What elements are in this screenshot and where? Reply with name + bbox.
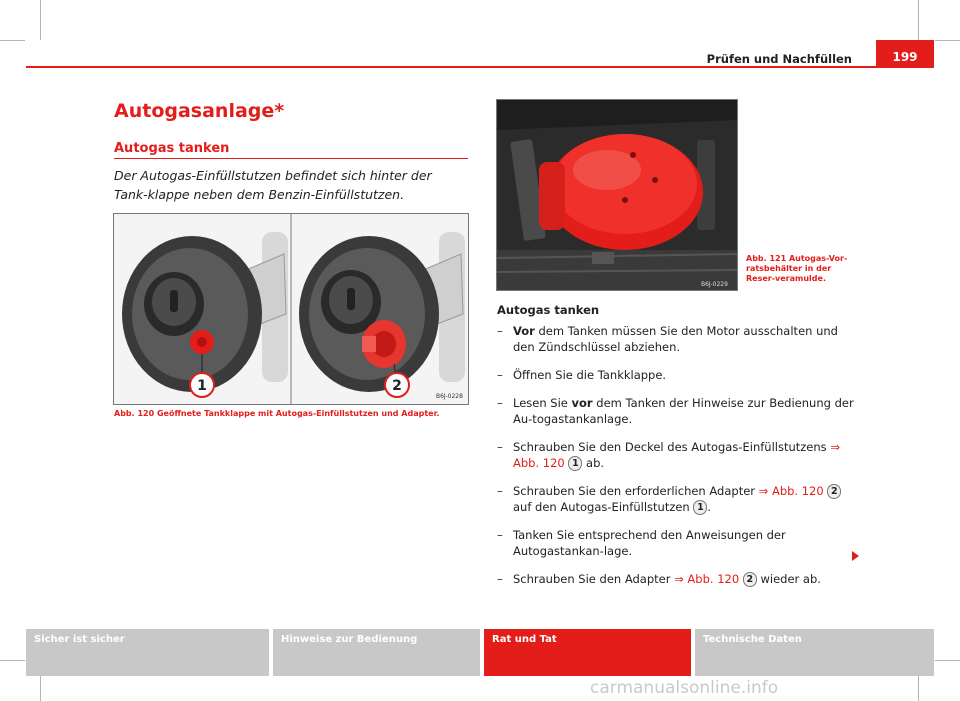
list-item: – Schrauben Sie den Deckel des Autogas-Einfüllstutzens ⇒ Abb. 120 1 ab. xyxy=(497,440,840,470)
footer-tab-safety[interactable]: Sicher ist sicher xyxy=(26,629,269,676)
footer-tab-tips[interactable]: Rat und Tat xyxy=(484,629,691,676)
procedure-title: Autogas tanken xyxy=(497,303,600,317)
figure-callout: 1 xyxy=(197,378,207,394)
procedure-steps xyxy=(497,323,857,599)
header-rule xyxy=(26,66,934,68)
crop-mark xyxy=(0,660,25,661)
figure-caption: Abb. 120 Geöffnete Tankklappe mit Autogas-Einfüllstutzen und Adapter. xyxy=(114,409,440,418)
figure-120-image xyxy=(113,213,469,405)
running-header: Prüfen und Nachfüllen xyxy=(706,52,852,66)
figure-121-image xyxy=(496,99,738,291)
list-item: – Öffnen Sie die Tankklappe. xyxy=(497,368,667,382)
crop-mark xyxy=(918,0,919,40)
callout-badge: 1 xyxy=(693,500,707,515)
footer-tab-operation[interactable]: Hinweise zur Bedienung xyxy=(273,629,480,676)
continue-arrow-icon xyxy=(852,551,859,561)
figure-reference-link[interactable]: ⇒ Abb. 120 xyxy=(674,572,740,586)
watermark: carmanualsonline.info xyxy=(590,678,779,698)
list-item: – Schrauben Sie den Adapter ⇒ Abb. 120 2 wieder ab. xyxy=(497,572,821,586)
subtitle-rule xyxy=(114,158,468,159)
figure-reference-link[interactable]: ⇒ Abb. 120 xyxy=(758,484,824,498)
intro-text: Der Autogas-Einfüllstutzen befindet sich hinter der Tank-klappe neben dem Benzin-Einfüllstutzen. xyxy=(114,168,432,202)
list-item: – Lesen Sie vor dem Tanken der Hinweise zur Bedienung der Au-togastankanlage. xyxy=(497,396,854,426)
figure-callout: 2 xyxy=(392,378,402,394)
page-number: 199 xyxy=(876,40,934,68)
callout-badge: 1 xyxy=(568,456,582,471)
figure-reference-link[interactable]: ⇒ Abb. 120 xyxy=(513,440,840,470)
crop-mark xyxy=(935,660,960,661)
list-item: – Schrauben Sie den erforderlichen Adapter ⇒ Abb. 120 2 auf den Autogas-Einfüllstutzen 1 . xyxy=(497,483,857,515)
callout-badge: 2 xyxy=(743,572,757,587)
footer-tab-technical[interactable]: Technische Daten xyxy=(695,629,934,676)
crop-mark xyxy=(918,676,919,701)
callout-badge: 2 xyxy=(827,484,841,499)
crop-mark xyxy=(40,676,41,701)
figure-code: B6J-0229 xyxy=(701,281,728,288)
crop-mark xyxy=(40,0,41,40)
figure-caption: Abb. 121 Autogas-Vor-ratsbehälter in der Reser-veramulde. xyxy=(746,254,848,283)
page-title: Autogasanlage* xyxy=(114,100,285,122)
list-item: – Vor dem Tanken müssen Sie den Motor ausschalten und den Zündschlüssel abziehen. xyxy=(497,324,838,354)
crop-mark xyxy=(0,40,25,41)
list-item: – Tanken Sie entsprechend den Anweisungen der Autogastankan-lage. xyxy=(497,528,786,558)
figure-code: B6J-0228 xyxy=(436,393,463,400)
crop-mark xyxy=(935,40,960,41)
section-subtitle: Autogas tanken xyxy=(114,141,230,156)
